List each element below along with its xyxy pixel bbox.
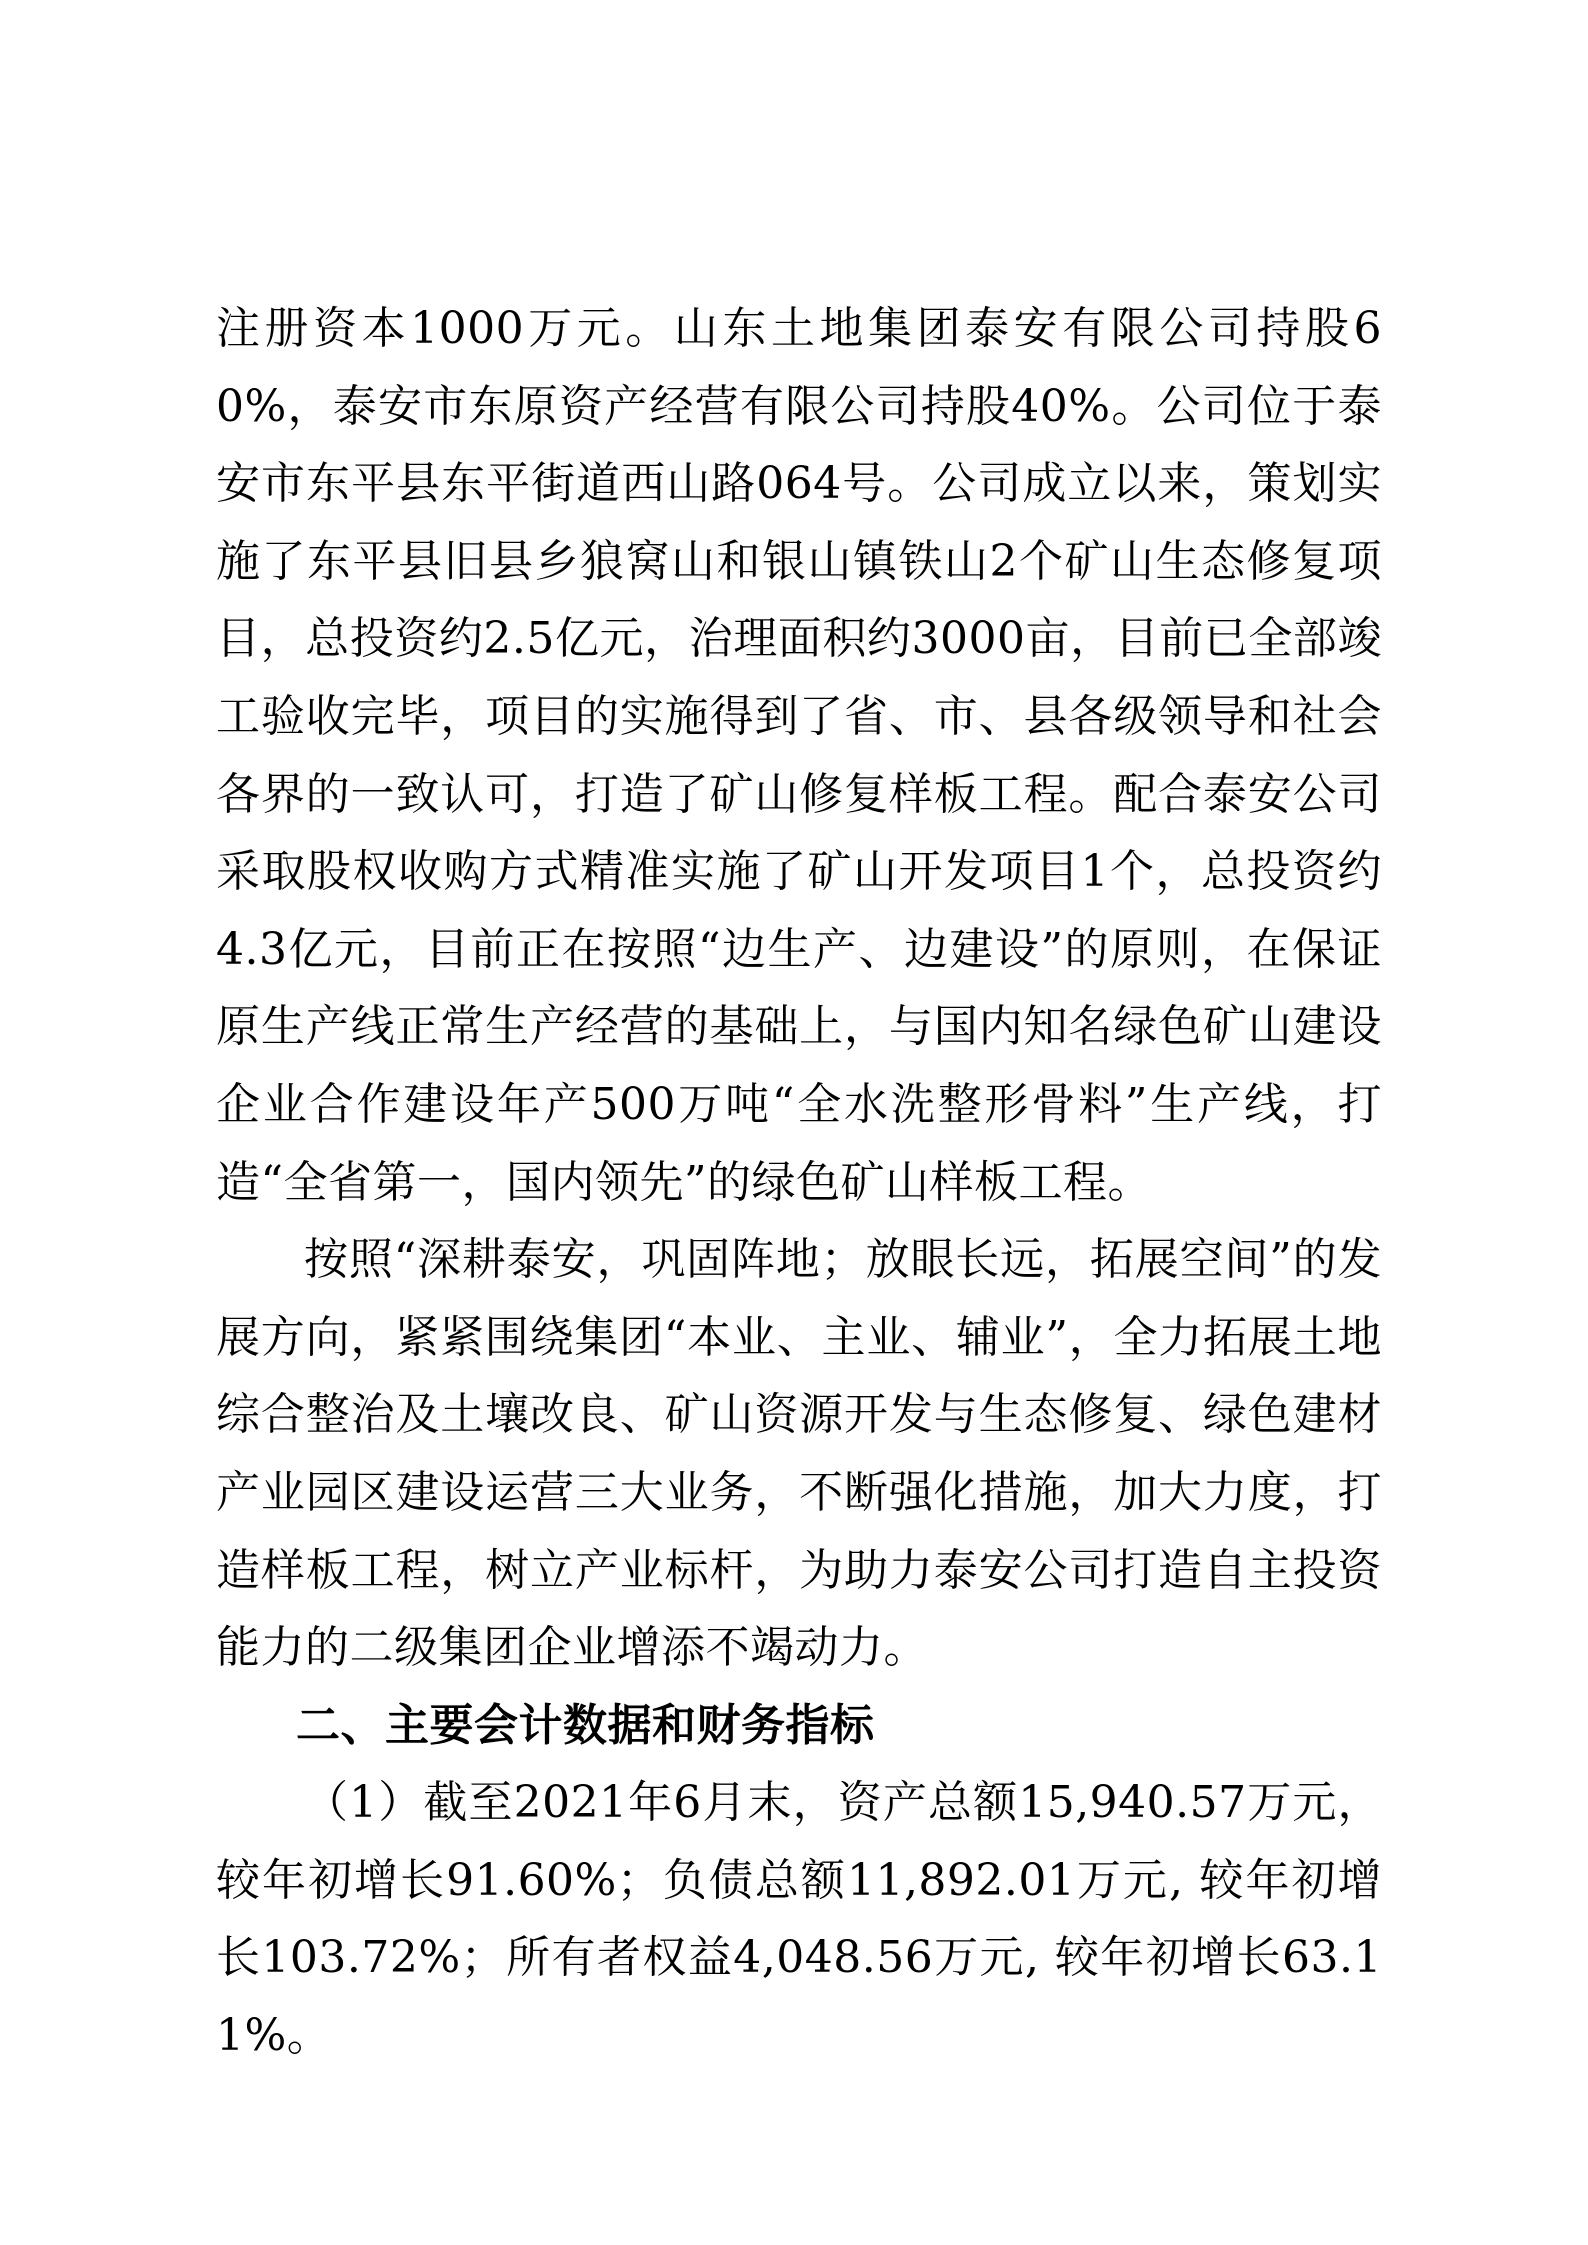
paragraph-financial-data: （1）截至2021年6月末，资产总额15,940.57万元，较年初增长91.60%；负债总额11,892.01万元, 较年初增长103.72%；所有者权益4,048.56万元, 较年初增长63.11%。 bbox=[216, 1777, 1382, 2062]
document-page bbox=[216, 290, 1382, 2075]
paragraph-company-overview: 注册资本1000万元。山东土地集团泰安有限公司持股60%，泰安市东原资产经营有限公司持股40%。公司位于泰安市东平县东平街道西山路064号。公司成立以来，策划实施了东平县旧县乡狼窝山和银山镇铁山2个矿山生态修复项目，总投资约2.5亿元，治理面积约3000亩，目前已全部竣工验收完毕，项目的实施得到了省、市、县各级领导和社会各界的一致认可，打造了矿山修复样板工程。配合泰安公司采取股权收购方式精准实施了矿山开发项目1个，总投资约4.3亿元，目前正在按照“边生产、边建设”的原则，在保证原生产线正常生产经营的基础上，与国内知名绿色矿山建设企业合作建设年产500万吨“全水洗整形骨料”生产线，打造“全省第一，国内领先”的绿色矿山样板工程。 bbox=[216, 303, 1382, 1208]
paragraph-development-direction: 按照“深耕泰安，巩固阵地；放眼长远，拓展空间”的发展方向，紧紧围绕集团“本业、主业、辅业”，全力拓展土地综合整治及土壤改良、矿山资源开发与生态修复、绿色建材产业园区建设运营三大业务，不断强化措施，加大力度，打造样板工程，树立产业标杆，为助力泰安公司打造自主投资能力的二级集团企业增添不竭动力。 bbox=[216, 1234, 1382, 1674]
section-heading: 二、主要会计数据和财务指标 bbox=[296, 1699, 875, 1751]
